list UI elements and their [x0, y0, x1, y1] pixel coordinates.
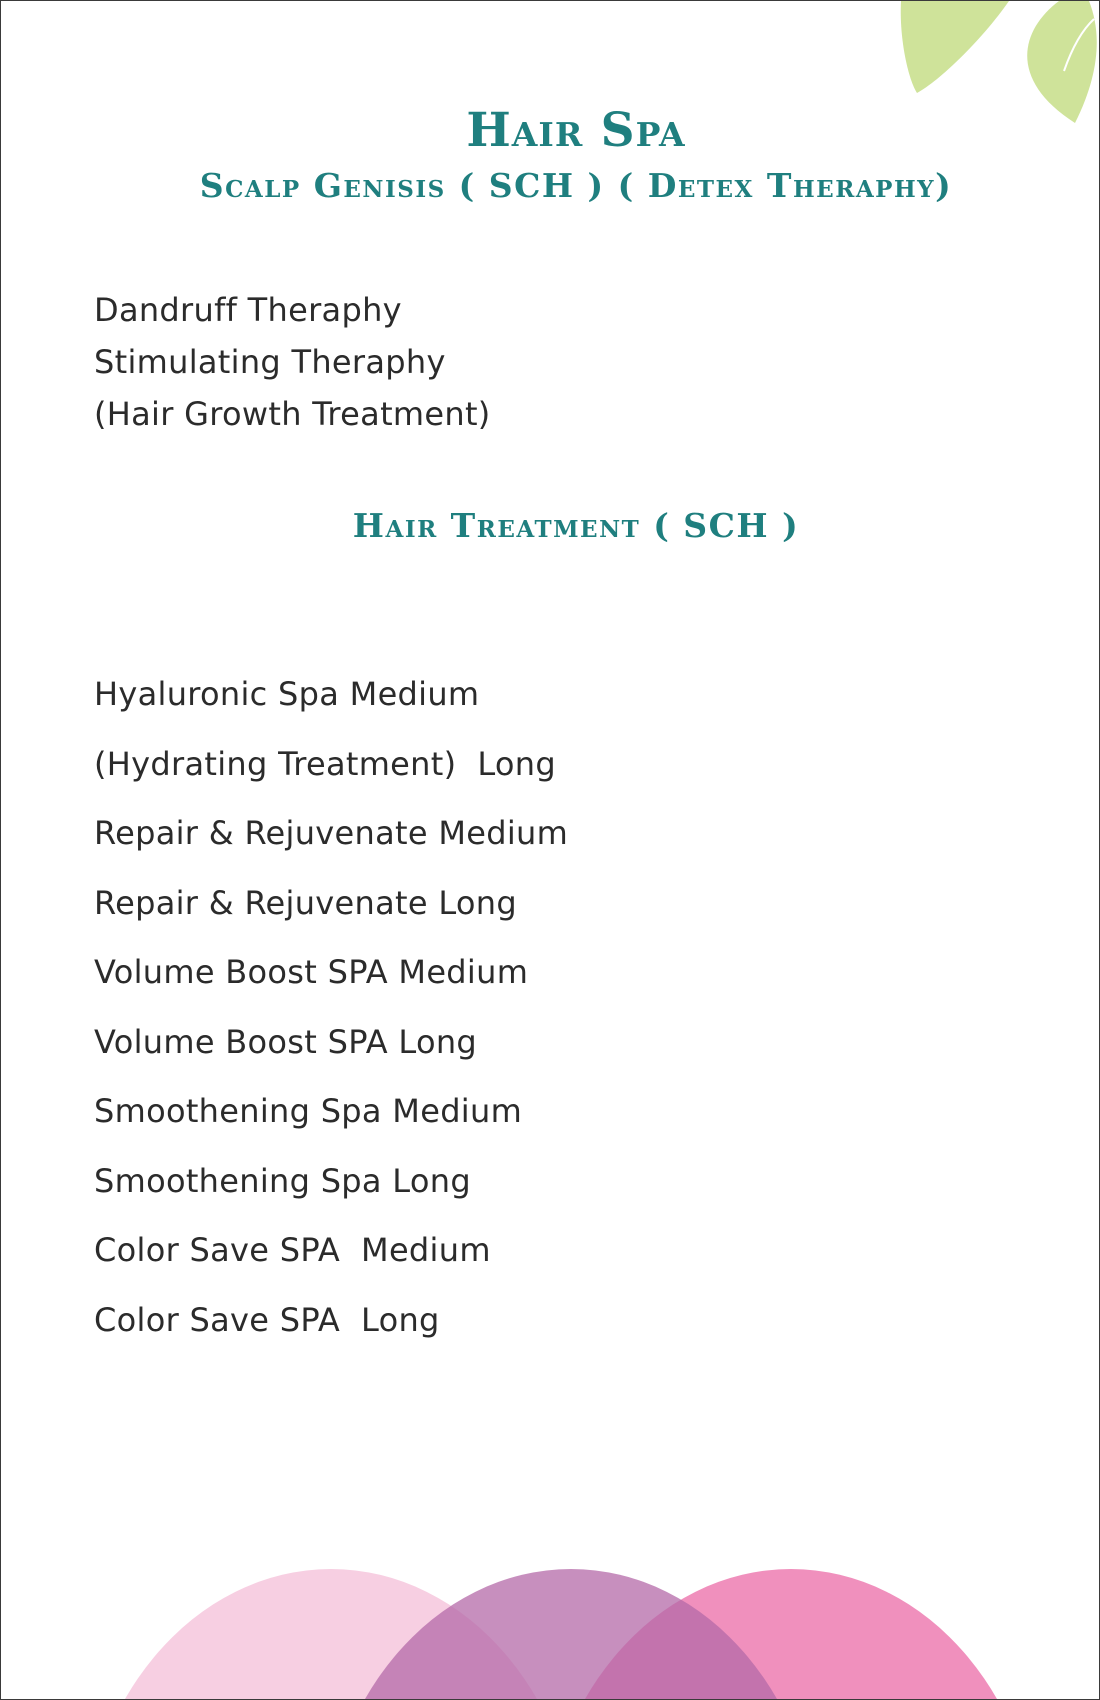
scalp-services-list [94, 284, 491, 440]
treatment-list [94, 660, 568, 1355]
list-item: Stimulating Theraphy [94, 343, 446, 381]
decorative-circles [1, 1539, 1100, 1699]
list-item: Smoothening Spa Long [94, 1161, 471, 1200]
page-title: Hair Spa [466, 103, 686, 158]
page-subtitle: Scalp Genisis ( SCH ) ( Detex Theraphy) [199, 166, 953, 205]
list-item: (Hydrating Treatment) Long [94, 744, 556, 783]
list-item: Color Save SPA Long [94, 1300, 440, 1339]
list-item: Color Save SPA Medium [94, 1231, 491, 1269]
section-title: Hair Treatment ( SCH ) [352, 506, 800, 545]
list-item: Hyaluronic Spa Medium [94, 675, 480, 713]
list-item: Volume Boost SPA Long [94, 1022, 478, 1061]
list-item: Smoothening Spa Medium [94, 1092, 523, 1130]
list-item: Repair & Rejuvenate Long [94, 883, 517, 922]
list-item: (Hair Growth Treatment) [94, 395, 491, 433]
list-item: Volume Boost SPA Medium [94, 953, 529, 991]
list-item: Dandruff Theraphy [94, 291, 402, 329]
list-item: Repair & Rejuvenate Medium [94, 814, 569, 852]
